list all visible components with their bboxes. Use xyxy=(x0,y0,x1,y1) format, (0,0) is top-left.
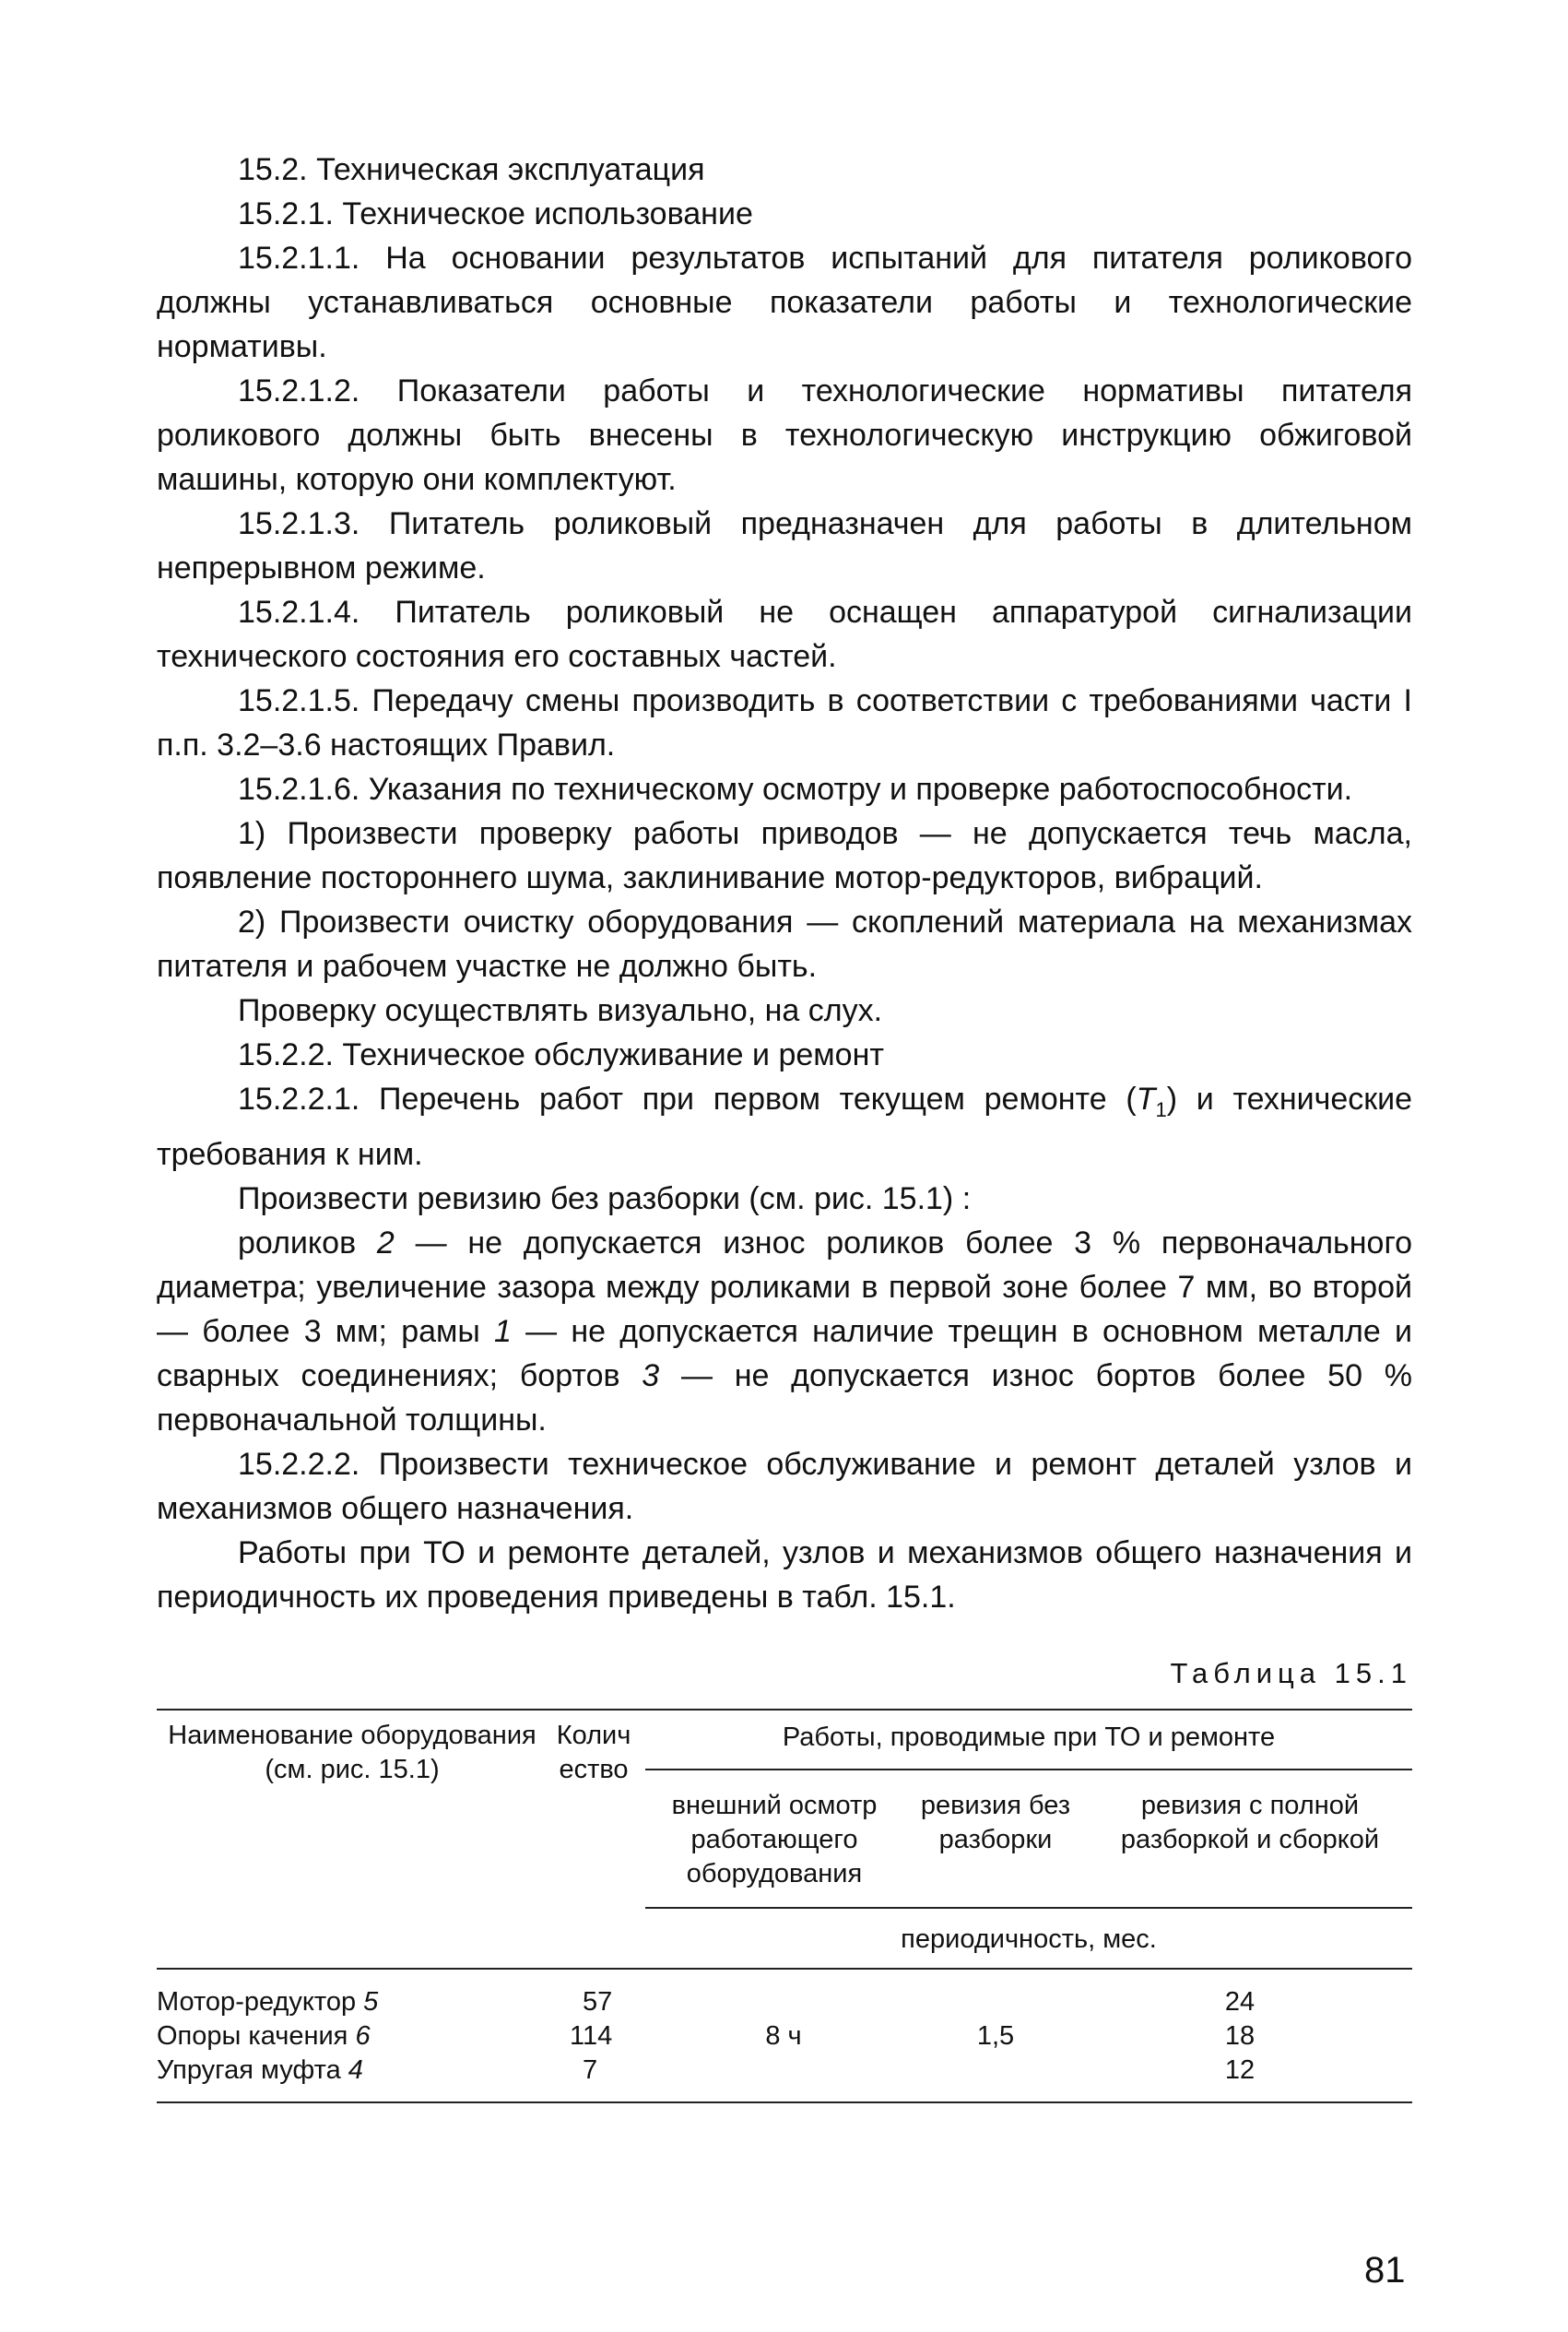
paragraph: 15.2.2.1. Перечень работ при первом текущем ремонте $(T_1)$ и технические требования к ним. xyxy=(157,1082,1413,1172)
list-item: 2) Произвести очистку оборудования — скоплений материала на механизмах питателя и рабочем участке не должно быть. xyxy=(157,905,1412,984)
subheader-revision: ревизия без разборки xyxy=(920,1791,1071,1854)
subsection-heading: 15.2.2. Техническое обслуживание и ремонт xyxy=(238,1037,884,1072)
column-header-qty: Количество xyxy=(556,1721,631,1784)
column-header-name: Наименование оборудования (см. рис. 15.1) xyxy=(168,1721,536,1784)
full-revision-value: 24 xyxy=(1224,1987,1256,2017)
paragraph: Произвести ревизию без разборки (см. рис. 15.1) : xyxy=(238,1180,972,1216)
periodicity-label: периодичность, мес. xyxy=(901,1924,1157,1954)
list-item: 1) Произвести проверку работы приводов — не допускается течь масла, появление постороннего шума, заклинивание мотор-редукторов, вибраций. xyxy=(157,816,1412,895)
table-top-rule xyxy=(157,1709,1412,1711)
paragraph: 15.2.2.2. Произвести техническое обслуживание и ремонт деталей узлов и механизмов общего назначения. xyxy=(157,1446,1412,1526)
inspect-value: 8 ч xyxy=(765,2021,802,2051)
paragraph: 15.2.1.3. Питатель роликовый предназначен для работы в длительном непрерывном режиме. xyxy=(157,506,1412,586)
header-sub-rule xyxy=(645,1769,1412,1770)
table-caption: Таблица 15.1 xyxy=(1170,1657,1412,1689)
subheader-inspect: внешний осмотр работающего оборудования xyxy=(671,1791,878,1888)
subheader-full-revision: ревизия с полной разборкой и сборкой xyxy=(1120,1791,1380,1854)
table-row-name: Мотор-редуктор 5 xyxy=(157,1987,379,2017)
table-row-qty: 57 xyxy=(583,1987,613,2017)
section-heading: 15.2. Техническая эксплуатация xyxy=(238,152,705,187)
body-text xyxy=(157,148,1412,1619)
paragraph: 15.2.1.1. На основании результатов испытаний для питателя роликового должны устанавливаться основные показатели работы и технологические нормативы. xyxy=(157,241,1412,364)
paragraph: 15.2.1.6. Указания по техническому осмотру и проверке работоспособности. xyxy=(238,772,1353,807)
paragraph: 15.2.1.4. Питатель роликовый не оснащен аппаратурой сигнализации технического состояния его составных частей. xyxy=(157,595,1412,674)
table-bottom-rule xyxy=(157,2101,1412,2103)
header-bottom-rule xyxy=(157,1968,1412,1970)
periodicity-rule xyxy=(645,1907,1412,1909)
subsection-heading: 15.2.1. Техническое использование xyxy=(238,196,753,231)
column-header-works: Работы, проводимые при ТО и ремонте xyxy=(782,1722,1276,1752)
revision-value: 1,5 xyxy=(976,2021,1015,2051)
paragraph: Работы при ТО и ремонте деталей, узлов и механизмов общего назначения и периодичность их проведения приведены в табл. 15.1. xyxy=(157,1534,1412,1615)
paragraph: 15.2.1.5. Передачу смены производить в соответствии с требованиями части I п.п. 3.2–3.6 настоящих Правил. xyxy=(157,683,1412,763)
full-revision-value: 18 xyxy=(1224,2021,1256,2051)
full-revision-value: 12 xyxy=(1224,2055,1256,2085)
table-row-qty: 114 xyxy=(570,2021,613,2051)
table-row-name: Упругая муфта 4 xyxy=(157,2055,363,2085)
page-number: 81 xyxy=(1364,2250,1406,2291)
table-row-name: Опоры качения 6 xyxy=(157,2021,371,2051)
table-row-qty: 7 xyxy=(583,2055,598,2085)
paragraph: 15.2.1.2. Показатели работы и технологические нормативы питателя роликового должны быть внесены в технологическую инструкцию обжиговой машины, которую они комплектуют. xyxy=(157,373,1412,497)
paragraph: Проверку осуществлять визуально, на слух. xyxy=(238,993,883,1028)
paragraph: роликов 2 — не допускается износ роликов более 3 % первоначального диаметра; увеличение зазора между роликами в первой зоне более 7 мм, во второй — более 3 мм; рамы 1 — не допускается наличие трещин в основном металле и сварных соединениях; бортов 3 — не допускается износ бортов более 50 % первоначальной толщины. xyxy=(157,1225,1413,1438)
